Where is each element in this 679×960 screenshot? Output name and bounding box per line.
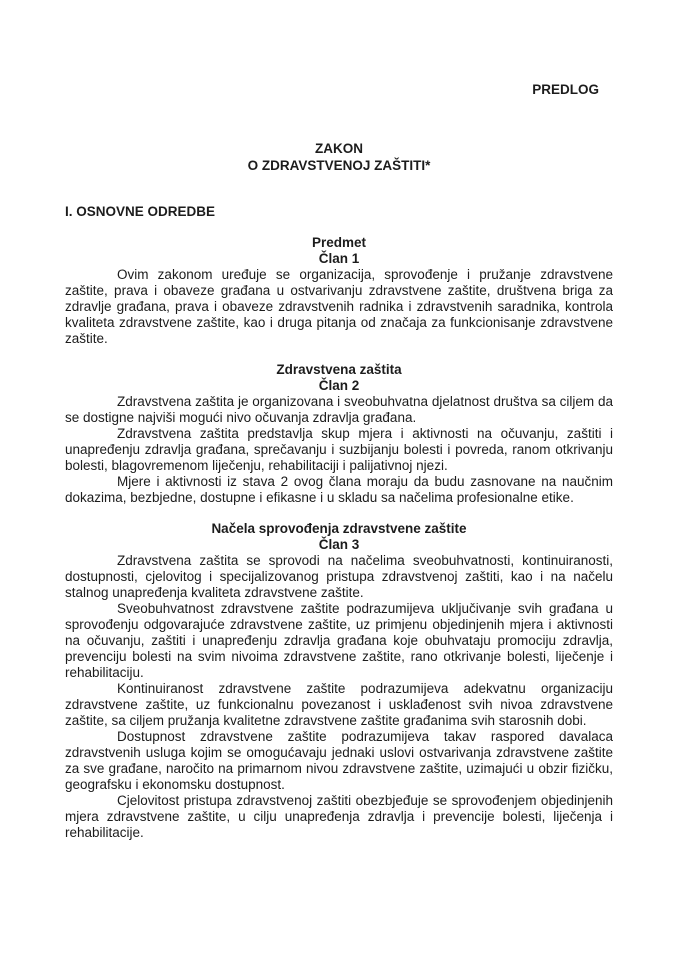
document-title-line-2: O ZDRAVSTVENOJ ZAŠTITI* [247, 158, 431, 173]
section-predmet [65, 235, 613, 347]
paragraph: Sveobuhvatnost zdravstvene zaštite podrazumijeva uključivanje svih građana u sprovođenju odgovarajuće zdravstvene zaštite, uz primjenu objedinjenih mjera i aktivnosti na očuvanju, zaštiti i unapređenju zdravlja građana koje obuhvataju promociju zdravlja, prevenciju bolesti na svim nivoima zdravstvene zaštite, rano otkrivanje bolesti, liječenje i rehabilitaciju. [65, 601, 613, 680]
section-heading: Načela sprovođenja zdravstvene zaštite [211, 521, 467, 536]
paragraph: Ovim zakonom uređuje se organizacija, sprovođenje i pružanje zdravstvene zaštite, prava i obaveze građana u ostvarivanju zdravstvene zaštite, društvena briga za zdravlje građana, prava i obaveze zdravstvenih radnika i zdravstvenih saradnika, kontrola kvaliteta zdravstvene zaštite, kao i druga pitanja od značaja za funkcionisanje zdravstvene zaštite. [65, 267, 613, 346]
paragraph: Kontinuiranost zdravstvene zaštite podrazumijeva adekvatnu organizaciju zdravstvene zaštite, uz funkcionalnu povezanost i usklađenost svih nivoa zdravstvene zaštite, sa ciljem pružanja kvalitetne zdravstvene zaštite građanima svih starosnih dobi. [65, 681, 613, 728]
paragraph: Zdravstvena zaštita se sprovodi na načelima sveobuhvatnosti, kontinuiranosti, dostupnosti, cjelovitog i specijalizovanog pristupa zdravstvenoj zaštiti, kao i na načelu stalnog unapređenja kvaliteta zdravstvene zaštite. [65, 553, 613, 600]
document-status-label: PREDLOG [532, 82, 599, 97]
paragraph: Dostupnost zdravstvene zaštite podrazumijeva takav raspored davalaca zdravstvenih usluga kojim se omogućavaju jednaki uslovi ostvarivanja zdravstvene zaštite za sve građane, naročito na primarnom nivou zdravstvene zaštite, uzimajući u obzir fizičku, geografsku i ekonomsku dostupnost. [65, 729, 613, 792]
document-title [65, 140, 613, 174]
section-nacela-sprovodjenja [65, 521, 613, 841]
paragraph: Mjere i aktivnosti iz stava 2 ovog člana moraju da budu zasnovane na naučnim dokazima, bezbjedne, dostupne i efikasne i u skladu sa načelima profesionalne etike. [65, 474, 613, 505]
paragraph: Zdravstvena zaštita je organizovana i sveobuhvatna djelatnost društva sa ciljem da se dostigne najviši mogući nivo očuvanja zdravlja građana. [65, 394, 613, 425]
chapter-heading: I. OSNOVNE ODREDBE [65, 204, 216, 219]
article-number: Član 1 [318, 251, 360, 266]
section-heading: Zdravstvena zaštita [276, 362, 402, 377]
paragraph: Cjelovitost pristupa zdravstvenoj zaštiti obezbjeđuje se sprovođenjem objedinjenih mjera zdravstvene zaštite, u cilju unapređenja zdravlja i prevencije bolesti, liječenja i rehabilitacije. [65, 793, 613, 840]
article-number: Član 3 [318, 537, 360, 552]
document-title-line-1: ZAKON [315, 141, 363, 156]
section-heading: Predmet [311, 235, 367, 250]
article-number: Član 2 [318, 378, 360, 393]
section-zdravstvena-zastita [65, 362, 613, 506]
paragraph: Zdravstvena zaštita predstavlja skup mjera i aktivnosti na očuvanju, zaštiti i unapređenju zdravlja građana, sprečavanju i suzbijanju bolesti i povreda, ranom otkrivanju bolesti, blagovremenom liječenju, rehabilitaciji i palijativnoj njezi. [65, 426, 613, 473]
